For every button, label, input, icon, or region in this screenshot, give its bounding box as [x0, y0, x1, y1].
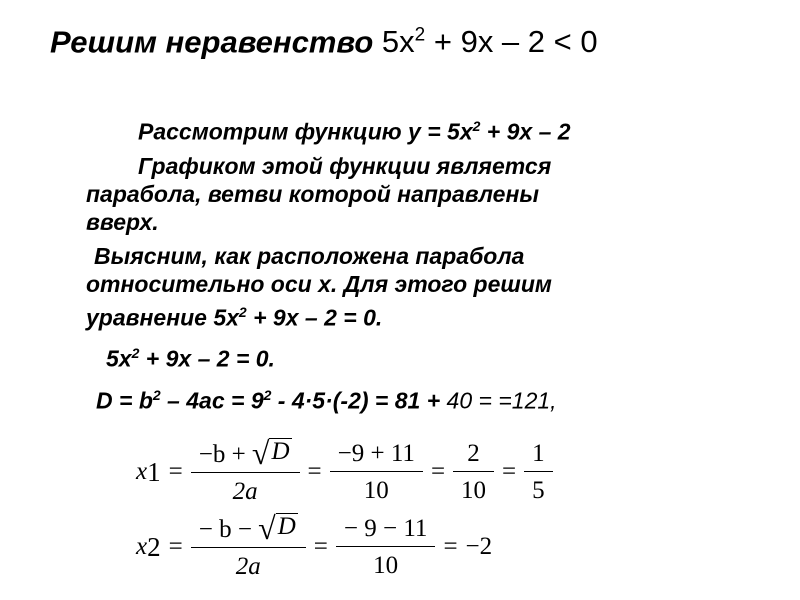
title-text: Решим неравенство: [50, 24, 382, 60]
equals-sign: =: [168, 533, 183, 560]
exponent: 2: [238, 303, 247, 320]
formula-root-x1: [136, 437, 553, 507]
line-equation: [86, 298, 766, 332]
fraction-quadratic-formula: [191, 437, 300, 507]
root-result: −2: [465, 533, 493, 560]
fraction-numerator: 1: [532, 439, 545, 467]
radicand: D: [277, 513, 296, 540]
root-index: 1: [147, 456, 161, 487]
slide-title: [50, 16, 598, 62]
fraction-denominator: 2a: [191, 547, 306, 582]
fraction-numerator: 2: [467, 439, 480, 467]
sqrt-icon: [258, 510, 298, 546]
line-tail: + 9х – 2 = 0.: [246, 304, 383, 331]
line-text: Рассмотрим функцию у = 5х: [138, 118, 473, 145]
fraction-quadratic-formula: [191, 512, 306, 582]
fraction-denominator: 5: [524, 471, 553, 506]
root-variable: x: [136, 533, 148, 560]
root-index: 2: [147, 531, 161, 562]
fraction-simplified: [453, 439, 494, 506]
equals-sign: =: [502, 458, 517, 485]
line-tail: + 9х – 2: [480, 118, 571, 145]
equals-sign: =: [307, 458, 322, 485]
line-relative-axis: относительно оси х. Для этого решим: [86, 270, 552, 297]
disc-result: 40 = =121,: [446, 387, 557, 414]
fraction-numerator: [195, 512, 302, 547]
radical-sign: √: [258, 510, 276, 546]
line-consider-function: [86, 112, 766, 146]
fraction-denominator: 10: [336, 546, 436, 581]
fraction-result: [524, 439, 553, 506]
line-graph-is: Графиком этой функции является: [138, 152, 552, 179]
numerator-text: − b −: [198, 516, 259, 543]
fraction-numerator: − 9 − 11: [343, 514, 428, 542]
line-find-out: Выясним, как расположена парабола: [94, 242, 525, 269]
line-text: уравнение 5х: [86, 304, 239, 331]
fraction-denominator: 10: [330, 471, 423, 506]
solution-text: [86, 112, 766, 415]
title-expr-rest: + 9x – 2 < 0: [425, 24, 598, 60]
line-tail: + 9х – 2 = 0.: [139, 345, 275, 372]
equals-sign: =: [168, 458, 183, 485]
title-expr-part: 5x: [381, 24, 415, 60]
fraction-numerator: [195, 437, 296, 472]
exponent: 2: [263, 386, 272, 403]
sqrt-icon: [251, 435, 292, 471]
fraction-substituted: [336, 514, 436, 581]
line-parabola: парабола, ветви которой направлены: [86, 180, 539, 207]
line-equation-repeat: [86, 339, 766, 373]
fraction-numerator: −9 + 11: [337, 439, 415, 467]
title-inequality: [382, 24, 598, 59]
equals-sign: =: [443, 533, 458, 560]
fraction-substituted: [330, 439, 423, 506]
line-discriminant: [86, 381, 766, 415]
equals-sign: =: [313, 533, 328, 560]
radical-sign: √: [251, 435, 270, 471]
formula-root-x2: [136, 512, 492, 582]
radicand: D: [271, 438, 290, 465]
fraction-denominator: 10: [453, 471, 494, 506]
title-exponent: 2: [414, 25, 426, 46]
equals-sign: =: [430, 458, 446, 485]
numerator-text: −b +: [198, 441, 252, 468]
fraction-denominator: 2a: [191, 472, 300, 507]
exponent: 2: [131, 345, 140, 362]
disc-part: – 4ac = 9: [160, 387, 264, 414]
exponent: 2: [472, 118, 481, 134]
line-upwards: вверх.: [86, 208, 159, 235]
disc-part: - 4·5·(-2) = 81 +: [271, 387, 447, 414]
exponent: 2: [152, 386, 161, 403]
root-variable: x: [136, 458, 148, 485]
line-text: 5х: [106, 345, 132, 372]
disc-part: D = b: [96, 387, 153, 414]
